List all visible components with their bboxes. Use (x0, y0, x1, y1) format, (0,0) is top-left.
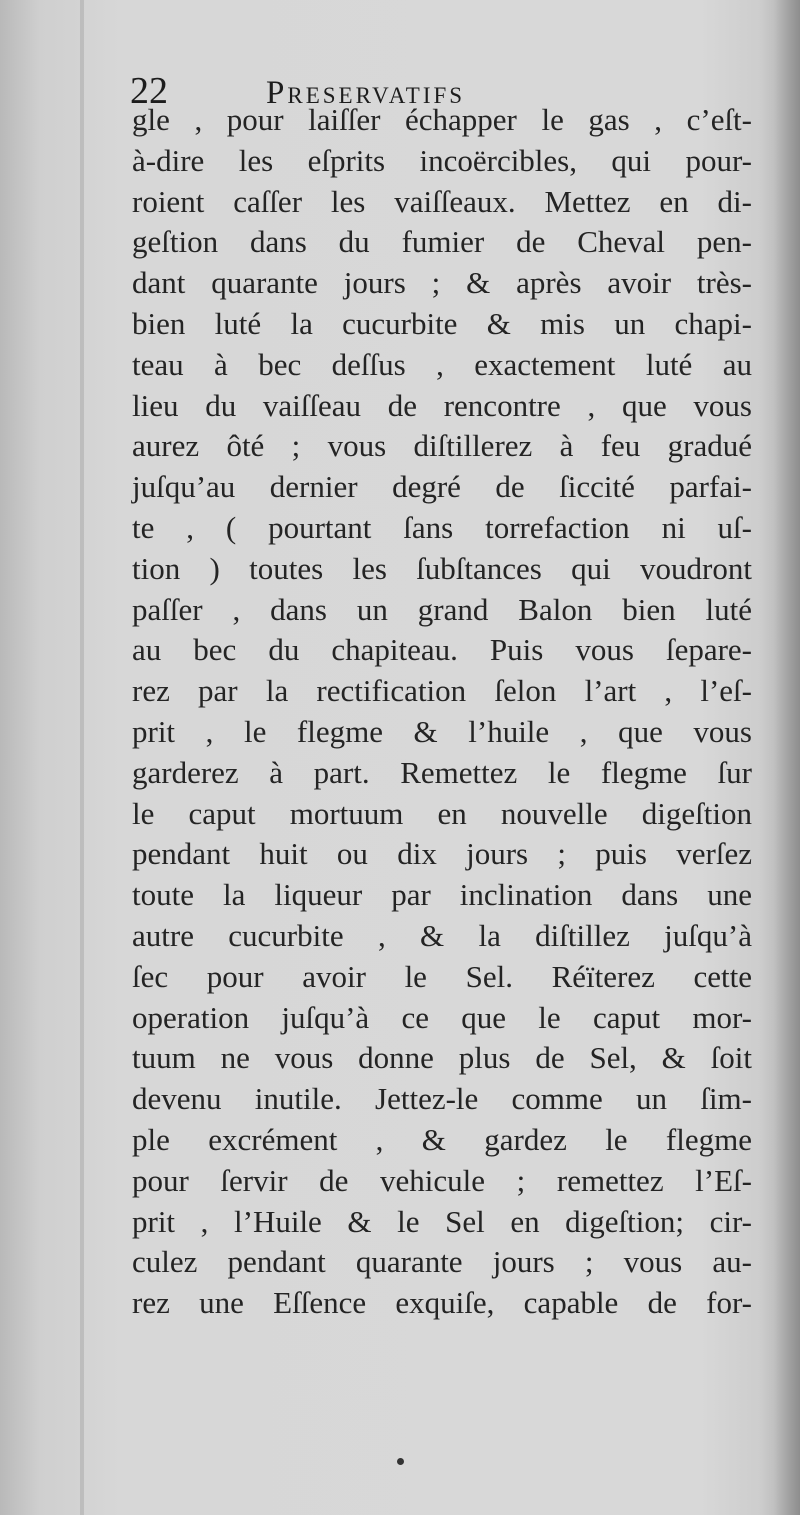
text-line: le caput mortuum en nouvelle digeſtion (132, 795, 752, 831)
text-line: garderez à part. Remettez le flegme ſur (132, 754, 752, 790)
text-line: rez une Eſſence exquiſe, capable de for- (132, 1285, 752, 1321)
text-line: ſec pour avoir le Sel. Réïterez cette (132, 958, 752, 994)
text-line: geſtion dans du fumier de Cheval pen- (132, 224, 752, 260)
page-number: 22 (130, 70, 168, 112)
text-line: dant quarante jours ; & après avoir très- (132, 265, 752, 301)
text-line: rez par la rectification ſelon l’art , l’eſ- (132, 673, 752, 709)
text-line: ple excrément , & gardez le flegme (132, 1121, 752, 1157)
text-line: gle , pour laiſſer échapper le gas , c’eſt- (132, 102, 752, 137)
text-line: lieu du vaiſſeau de rencontre , que vous (132, 387, 752, 423)
text-line: te , ( pourtant ſans torrefaction ni uſ- (132, 509, 752, 545)
text-line: devenu inutile. Jettez-le comme un ſim- (132, 1081, 752, 1117)
body-text (132, 100, 752, 1324)
text-line: aurez ôté ; vous diſtillerez à feu gradué (132, 428, 752, 464)
text-line: à-dire les eſprits incoërcibles, qui pour- (132, 142, 752, 178)
text-line: autre cucurbite , & la diſtillez juſqu’à (132, 917, 752, 953)
text-line: paſſer , dans un grand Balon bien luté (132, 591, 752, 627)
text-line: bien luté la cucurbite & mis un chapi- (132, 305, 752, 341)
text-line: pendant huit ou dix jours ; puis verſez (132, 836, 752, 872)
text-line: toute la liqueur par inclination dans une (132, 877, 752, 913)
text-line: pour ſervir de vehicule ; remettez l’Eſ- (132, 1162, 752, 1198)
text-line: prit , l’Huile & le Sel en digeſtion; cir- (132, 1203, 752, 1239)
text-line: roient caſſer les vaiſſeaux. Mettez en di- (132, 183, 752, 219)
page-edge-shadow (774, 0, 800, 1515)
footer-dot (397, 1458, 404, 1465)
text-line: teau à bec deſſus , exactement luté au (132, 346, 752, 382)
text-line: culez pendant quarante jours ; vous au- (132, 1244, 752, 1280)
text-line: au bec du chapiteau. Puis vous ſepare- (132, 632, 752, 668)
text-line: prit , le flegme & l’huile , que vous (132, 713, 752, 749)
text-line: operation juſqu’à ce que le caput mor- (132, 999, 752, 1035)
text-line: tuum ne vous donne plus de Sel, & ſoit (132, 1040, 752, 1076)
text-line: tion ) toutes les ſubſtances qui voudront (132, 550, 752, 586)
text-line: juſqu’au dernier degré de ſiccité parfai- (132, 469, 752, 505)
running-title: Preservatifs (266, 75, 466, 111)
page-spine-shadow (80, 0, 84, 1515)
